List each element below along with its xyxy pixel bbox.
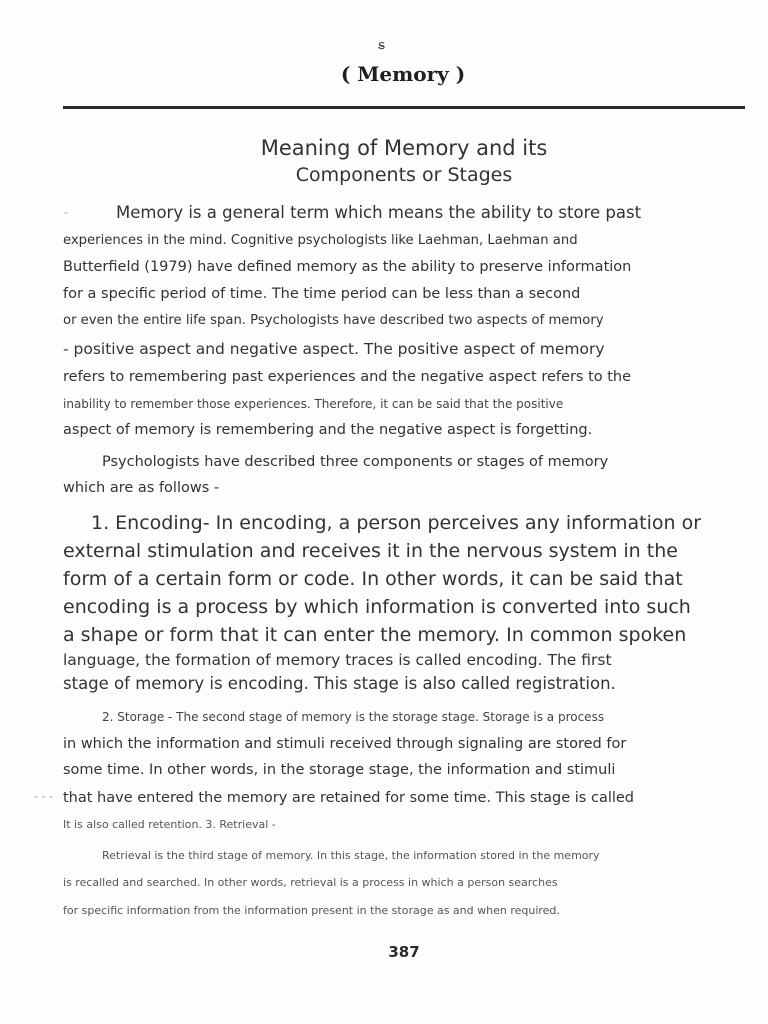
storage-line: that have entered the memory are retained for some time. This stage is called: [63, 790, 635, 806]
header-divider: [63, 106, 745, 109]
encoding-line: a shape or form that it can enter the memory. In common spoken: [63, 624, 687, 646]
storage-line: some time. In other words, in the storage stage, the information and stimuli: [63, 762, 616, 778]
storage-line: 2. Storage - The second stage of memory is the storage stage. Storage is a process: [102, 710, 605, 724]
body-line: aspect of memory is remembering and the negative aspect is forgetting.: [63, 422, 593, 438]
scan-speck: -: [64, 206, 68, 219]
encoding-line: 1. Encoding- In encoding, a person perceives any information or: [91, 512, 702, 534]
chapter-title: ( Memory ): [340, 62, 466, 86]
body-line: refers to remembering past experiences and the negative aspect refers to the: [63, 369, 632, 385]
body-line: Memory is a general term which means the ability to store past: [116, 203, 642, 222]
storage-line: in which the information and stimuli received through signaling are stored for: [63, 736, 627, 752]
body-line: or even the entire life span. Psychologists have described two aspects of memory: [63, 313, 604, 328]
encoding-line: external stimulation and receives it in the nervous system in the: [63, 540, 678, 562]
body-line: Butterfield (1979) have defined memory as the ability to preserve information: [63, 259, 632, 275]
storage-line: It is also called retention. 3. Retrieval -: [63, 818, 276, 831]
header-script-mark: ಽ: [378, 38, 386, 53]
encoding-line: language, the formation of memory traces is called encoding. The first: [63, 651, 612, 669]
encoding-line: stage of memory is encoding. This stage is also called registration.: [63, 674, 616, 693]
body-line: for a specific period of time. The time period can be less than a second: [63, 286, 581, 302]
encoding-line: form of a certain form or code. In other words, it can be said that: [63, 568, 683, 590]
encoding-line: encoding is a process by which information is converted into such: [63, 596, 691, 618]
page-number: 387: [388, 943, 420, 961]
body-line: experiences in the mind. Cognitive psychologists like Laehman, Laehman and: [63, 233, 578, 248]
section-title-line-1: Meaning of Memory and its: [260, 136, 548, 160]
body-line: Psychologists have described three components or stages of memory: [102, 454, 609, 470]
retrieval-line: is recalled and searched. In other words, retrieval is a process in which a person searches: [63, 876, 558, 889]
retrieval-line: for specific information from the information present in the storage as and when required.: [63, 904, 560, 917]
scan-speck: - - -: [34, 790, 53, 803]
body-line: which are as follows -: [63, 480, 220, 496]
section-title-line-2: Components or Stages: [295, 164, 513, 186]
retrieval-line: Retrieval is the third stage of memory. In this stage, the information stored in the memory: [102, 849, 600, 862]
body-line: - positive aspect and negative aspect. The positive aspect of memory: [63, 340, 605, 358]
body-line: inability to remember those experiences. Therefore, it can be said that the positive: [63, 397, 564, 411]
